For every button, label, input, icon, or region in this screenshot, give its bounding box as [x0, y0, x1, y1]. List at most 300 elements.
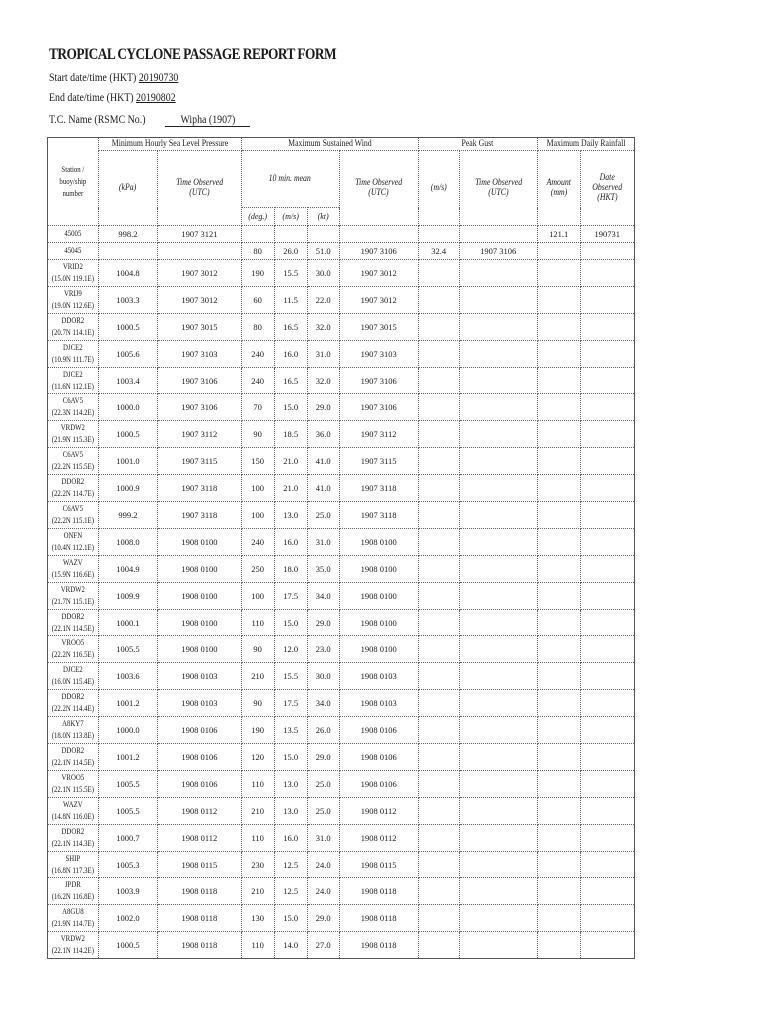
table-row [48, 367, 635, 394]
station-id: DJCE2 [63, 665, 83, 675]
wind-time-cell: 1907 3103 [339, 340, 418, 367]
station-position: (22.2N 115.5E) [51, 462, 94, 472]
rain-date-cell [580, 824, 634, 851]
gust-cell [418, 313, 459, 340]
direction-cell: 90 [241, 421, 274, 448]
pressure-time-header: Time Observed (UTC) [158, 151, 241, 226]
speed-ms-cell: 15.0 [274, 394, 307, 421]
speed-kt-cell: 27.0 [307, 932, 339, 959]
speed-ms-cell: 17.5 [274, 582, 307, 609]
rain-amount-cell [537, 313, 580, 340]
gust-time-cell [459, 286, 537, 313]
speed-kt-cell: 31.0 [307, 824, 339, 851]
pressure-time-cell: 1908 0112 [158, 797, 241, 824]
direction-cell: 60 [241, 286, 274, 313]
rain-date-cell [580, 878, 634, 905]
gust-time-cell [459, 690, 537, 717]
station-position: (22.2N 114.4E) [51, 704, 94, 714]
station-id: DDOR2 [61, 745, 85, 755]
pressure-cell: 1000.9 [98, 475, 157, 502]
speed-ms-cell: 21.0 [274, 475, 307, 502]
station-cell [48, 905, 99, 932]
station-id: JPDR [64, 880, 81, 890]
station-cell [48, 555, 99, 582]
gust-cell [418, 663, 459, 690]
wind-time-cell: 1907 3106 [339, 243, 418, 260]
gust-cell [418, 286, 459, 313]
rain-amount-cell [537, 555, 580, 582]
ten-min-mean-header: 10 min. mean [241, 151, 339, 208]
rain-date-cell [580, 663, 634, 690]
table-row [48, 582, 635, 609]
direction-cell: 240 [241, 367, 274, 394]
tc-name-label: T.C. Name (RSMC No.) [49, 114, 146, 126]
rain-amount-cell [537, 744, 580, 771]
station-position: (22.2N 115.1E) [51, 515, 94, 525]
rain-date-cell [580, 797, 634, 824]
pressure-cell [98, 243, 157, 260]
pressure-cell: 1002.0 [98, 905, 157, 932]
header-main-row [48, 151, 635, 208]
wind-group-header: Maximum Sustained Wind [241, 138, 418, 151]
pressure-time-cell: 1908 0115 [158, 851, 241, 878]
station-id: VRDW2 [60, 584, 85, 594]
station-position: (11.6N 112.1E) [51, 381, 94, 391]
pressure-cell: 1005.5 [98, 636, 157, 663]
wind-time-cell: 1907 3012 [339, 286, 418, 313]
station-position: (16.8N 117.3E) [51, 865, 94, 875]
speed-ms-cell: 15.0 [274, 744, 307, 771]
rain-amount-header: Amount (mm) [537, 151, 580, 226]
speed-kt-cell: 22.0 [307, 286, 339, 313]
gust-time-cell [459, 851, 537, 878]
pressure-time-cell: 1908 0100 [158, 528, 241, 555]
gust-time-cell [459, 636, 537, 663]
direction-cell: 100 [241, 475, 274, 502]
tc-name-value: Wipha (1907) [165, 114, 250, 127]
wind-time-cell: 1908 0100 [339, 636, 418, 663]
station-position: (22.1N 114.5E) [51, 757, 94, 767]
gust-time-cell [459, 367, 537, 394]
station-cell [48, 851, 99, 878]
gust-cell [418, 448, 459, 475]
wind-time-cell: 1908 0103 [339, 690, 418, 717]
rain-amount-cell [537, 636, 580, 663]
rain-amount-cell [537, 448, 580, 475]
wind-time-cell: 1908 0118 [339, 932, 418, 959]
station-position: (16.2N 116.8E) [51, 892, 94, 902]
rain-amount-cell [537, 851, 580, 878]
speed-ms-cell: 13.0 [274, 797, 307, 824]
station-id: DDOR2 [61, 826, 85, 836]
rain-amount-cell [537, 340, 580, 367]
table-row [48, 690, 635, 717]
station-id: DDOR2 [61, 611, 85, 621]
gust-cell [418, 582, 459, 609]
table-row [48, 663, 635, 690]
gust-ms-header: (m/s) [418, 151, 459, 226]
gust-cell: 32.4 [418, 243, 459, 260]
table-row [48, 878, 635, 905]
direction-cell: 240 [241, 340, 274, 367]
gust-time-header: Time Observed (UTC) [459, 151, 537, 226]
station-position: (22.1N 115.5E) [51, 784, 94, 794]
rain-date-cell [580, 421, 634, 448]
speed-kt-cell: 30.0 [307, 663, 339, 690]
rain-amount-cell [537, 528, 580, 555]
rain-date-cell [580, 932, 634, 959]
pressure-time-cell: 1907 3015 [158, 313, 241, 340]
speed-ms-cell: 12.5 [274, 851, 307, 878]
pressure-cell: 1001.0 [98, 448, 157, 475]
table-row [48, 243, 635, 260]
direction-cell: 80 [241, 313, 274, 340]
speed-kt-cell: 34.0 [307, 582, 339, 609]
wind-time-cell: 1908 0100 [339, 555, 418, 582]
gust-time-cell [459, 448, 537, 475]
pressure-time-cell: 1908 0100 [158, 636, 241, 663]
station-cell [48, 394, 99, 421]
table-row [48, 313, 635, 340]
pressure-cell: 1000.1 [98, 609, 157, 636]
rain-amount-cell: 121.1 [537, 226, 580, 243]
station-id: SHIP [65, 853, 81, 863]
table-row [48, 744, 635, 771]
table-row [48, 905, 635, 932]
wind-time-cell: 1907 3015 [339, 313, 418, 340]
speed-ms-cell: 13.0 [274, 502, 307, 529]
gust-time-cell [459, 475, 537, 502]
speed-ms-cell: 15.0 [274, 609, 307, 636]
pressure-cell: 1005.5 [98, 770, 157, 797]
rain-amount-cell [537, 502, 580, 529]
station-id: DDOR2 [61, 692, 85, 702]
speed-ms-cell: 12.5 [274, 878, 307, 905]
gust-cell [418, 770, 459, 797]
table-row [48, 717, 635, 744]
table-row [48, 528, 635, 555]
table-row [48, 421, 635, 448]
end-date-label: End date/time (HKT) [49, 92, 134, 104]
rain-amount-cell [537, 609, 580, 636]
form-title: TROPICAL CYCLONE PASSAGE REPORT FORM [49, 46, 337, 63]
pressure-time-cell: 1908 0106 [158, 717, 241, 744]
gust-time-cell [459, 824, 537, 851]
table-row [48, 609, 635, 636]
station-cell [48, 260, 99, 287]
wind-time-cell: 1907 3118 [339, 502, 418, 529]
gust-time-cell [459, 932, 537, 959]
table-row [48, 286, 635, 313]
direction-cell: 210 [241, 797, 274, 824]
rain-amount-cell [537, 797, 580, 824]
gust-cell [418, 260, 459, 287]
station-position: (22.2N 116.5E) [51, 650, 94, 660]
direction-cell: 250 [241, 555, 274, 582]
station-cell [48, 797, 99, 824]
station-position: (10.4N 112.1E) [51, 542, 94, 552]
table-row [48, 475, 635, 502]
direction-cell [241, 226, 274, 243]
gust-time-cell [459, 878, 537, 905]
wind-time-cell: 1907 3106 [339, 394, 418, 421]
table-row [48, 502, 635, 529]
gust-cell [418, 528, 459, 555]
direction-cell: 90 [241, 690, 274, 717]
station-id: DJCE2 [63, 342, 83, 352]
wind-time-cell: 1908 0118 [339, 878, 418, 905]
gust-time-cell [459, 528, 537, 555]
speed-kt-cell: 32.0 [307, 367, 339, 394]
gust-cell [418, 555, 459, 582]
pressure-cell: 1003.9 [98, 878, 157, 905]
speed-kt-cell: 29.0 [307, 394, 339, 421]
pressure-time-cell: 1907 3121 [158, 226, 241, 243]
speed-ms-cell: 16.0 [274, 340, 307, 367]
table-row [48, 851, 635, 878]
speed-kt-cell: 23.0 [307, 636, 339, 663]
speed-ms-cell: 17.5 [274, 690, 307, 717]
pressure-time-cell: 1907 3106 [158, 367, 241, 394]
station-id: A8KY7 [62, 719, 84, 729]
gust-cell [418, 824, 459, 851]
speed-kt-cell: 31.0 [307, 528, 339, 555]
kpa-header: (kPa) [98, 151, 157, 226]
speed-ms-cell: 13.5 [274, 717, 307, 744]
rain-amount-cell [537, 717, 580, 744]
station-position: (21.9N 114.7E) [51, 919, 94, 929]
table-row [48, 797, 635, 824]
speed-kt-cell: 30.0 [307, 260, 339, 287]
rain-date-cell [580, 502, 634, 529]
station-header: Station / buoy/ship number [48, 138, 99, 226]
wind-time-cell: 1908 0115 [339, 851, 418, 878]
direction-cell: 100 [241, 502, 274, 529]
speed-kt-cell: 29.0 [307, 744, 339, 771]
speed-kt-cell: 41.0 [307, 475, 339, 502]
wind-time-cell: 1908 0118 [339, 905, 418, 932]
gust-time-cell [459, 555, 537, 582]
speed-kt-cell: 25.0 [307, 770, 339, 797]
station-position: (22.2N 114.7E) [51, 489, 94, 499]
start-date-value: 20190730 [138, 72, 179, 84]
pressure-cell: 1000.5 [98, 313, 157, 340]
pressure-time-cell: 1908 0100 [158, 582, 241, 609]
pressure-time-cell: 1908 0118 [158, 932, 241, 959]
gust-cell [418, 797, 459, 824]
rain-amount-cell [537, 690, 580, 717]
speed-kt-cell: 29.0 [307, 609, 339, 636]
pressure-time-cell [158, 243, 241, 260]
direction-cell: 150 [241, 448, 274, 475]
gust-time-cell [459, 394, 537, 421]
speed-ms-cell: 16.5 [274, 313, 307, 340]
pressure-cell: 1005.5 [98, 797, 157, 824]
gust-time-cell [459, 609, 537, 636]
pressure-time-cell: 1907 3012 [158, 286, 241, 313]
rain-date-cell [580, 744, 634, 771]
mslp-group-header: Minimum Hourly Sea Level Pressure [98, 138, 241, 151]
gust-time-cell [459, 340, 537, 367]
end-date-value: 20190802 [136, 92, 176, 104]
rain-date-cell [580, 528, 634, 555]
rain-date-cell [580, 260, 634, 287]
speed-kt-cell: 41.0 [307, 448, 339, 475]
station-id: DJCE2 [63, 369, 83, 379]
start-date-label: Start date/time (HKT) [49, 72, 137, 84]
station-position: (19.0N 112.6E) [51, 300, 94, 310]
station-position: (22.1N 114.3E) [51, 838, 94, 848]
pressure-cell: 1000.5 [98, 932, 157, 959]
station-id: A8GU8 [62, 907, 84, 917]
gust-time-cell [459, 717, 537, 744]
pressure-cell: 1009.9 [98, 582, 157, 609]
gust-time-cell [459, 313, 537, 340]
pressure-time-cell: 1907 3103 [158, 340, 241, 367]
rain-date-cell [580, 313, 634, 340]
station-position: (22.1N 114.2E) [51, 946, 94, 956]
station-position: (21.7N 115.1E) [51, 596, 94, 606]
station-cell [48, 770, 99, 797]
direction-cell: 80 [241, 243, 274, 260]
rain-date-cell [580, 905, 634, 932]
speed-ms-cell [274, 226, 307, 243]
wind-time-header: Time Observed (UTC) [339, 151, 418, 226]
station-id: 45045 [64, 246, 82, 255]
direction-cell: 110 [241, 932, 274, 959]
rain-date-cell [580, 690, 634, 717]
speed-kt-cell: 26.0 [307, 717, 339, 744]
station-cell [48, 528, 99, 555]
station-cell [48, 609, 99, 636]
gust-time-cell [459, 663, 537, 690]
speed-ms-cell: 13.0 [274, 770, 307, 797]
wind-time-cell: 1908 0106 [339, 744, 418, 771]
speed-kt-cell: 36.0 [307, 421, 339, 448]
station-id: C6AV5 [62, 450, 83, 460]
pressure-cell: 1001.2 [98, 690, 157, 717]
station-position: (16.0N 115.4E) [51, 677, 94, 687]
station-id: C6AV5 [62, 396, 83, 406]
pressure-time-cell: 1908 0112 [158, 824, 241, 851]
gust-group-header: Peak Gust [418, 138, 537, 151]
speed-ms-cell: 21.0 [274, 448, 307, 475]
rain-date-header: Date Observed (HKT) [580, 151, 634, 226]
pressure-cell: 1003.3 [98, 286, 157, 313]
wind-time-cell: 1908 0106 [339, 770, 418, 797]
rain-amount-cell [537, 475, 580, 502]
rain-date-cell [580, 394, 634, 421]
end-date-line [49, 92, 176, 104]
pressure-cell: 1000.7 [98, 824, 157, 851]
speed-ms-cell: 15.5 [274, 260, 307, 287]
pressure-time-cell: 1908 0106 [158, 744, 241, 771]
station-id: DDOR2 [61, 315, 85, 325]
pressure-cell: 1004.9 [98, 555, 157, 582]
station-position: (20.7N 114.1E) [51, 327, 94, 337]
rain-group-header: Maximum Daily Rainfall [537, 138, 634, 151]
wind-time-cell: 1907 3118 [339, 475, 418, 502]
station-id: ONFN [63, 530, 83, 540]
station-cell [48, 636, 99, 663]
gust-time-cell [459, 905, 537, 932]
start-date-line [49, 72, 178, 84]
speed-kt-cell: 25.0 [307, 502, 339, 529]
wind-time-cell: 1907 3012 [339, 260, 418, 287]
station-id: VROO5 [61, 772, 85, 782]
station-position: (15.9N 116.6E) [51, 569, 94, 579]
gust-cell [418, 340, 459, 367]
kt-header: (kt) [307, 208, 339, 226]
speed-kt-cell: 51.0 [307, 243, 339, 260]
speed-kt-cell: 34.0 [307, 690, 339, 717]
rain-date-cell [580, 448, 634, 475]
pressure-cell: 1000.5 [98, 421, 157, 448]
wind-time-cell: 1908 0112 [339, 797, 418, 824]
rain-date-cell [580, 555, 634, 582]
station-id: WAZV [63, 799, 83, 809]
speed-ms-cell: 16.0 [274, 528, 307, 555]
pressure-cell: 1000.0 [98, 394, 157, 421]
gust-time-cell [459, 582, 537, 609]
station-id: 45005 [64, 229, 82, 238]
rain-amount-cell [537, 286, 580, 313]
direction-cell: 130 [241, 905, 274, 932]
station-cell [48, 421, 99, 448]
rain-date-cell [580, 770, 634, 797]
rain-date-cell [580, 851, 634, 878]
gust-time-cell [459, 421, 537, 448]
wind-time-cell: 1908 0100 [339, 582, 418, 609]
gust-time-cell: 1907 3106 [459, 243, 537, 260]
speed-ms-cell: 14.0 [274, 932, 307, 959]
speed-ms-cell: 18.0 [274, 555, 307, 582]
station-position: (10.9N 111.7E) [51, 354, 94, 364]
pressure-time-cell: 1907 3118 [158, 502, 241, 529]
rain-amount-cell [537, 824, 580, 851]
direction-cell: 190 [241, 717, 274, 744]
pressure-cell: 1008.0 [98, 528, 157, 555]
gust-cell [418, 744, 459, 771]
gust-time-cell [459, 226, 537, 243]
direction-cell: 110 [241, 824, 274, 851]
station-cell [48, 932, 99, 959]
rain-date-cell [580, 475, 634, 502]
pressure-cell: 999.2 [98, 502, 157, 529]
header-group-row [48, 138, 635, 151]
deg-header: (deg.) [241, 208, 274, 226]
gust-cell [418, 394, 459, 421]
station-cell [48, 340, 99, 367]
station-cell [48, 448, 99, 475]
pressure-time-cell: 1907 3118 [158, 475, 241, 502]
speed-ms-cell: 12.0 [274, 636, 307, 663]
gust-cell [418, 421, 459, 448]
direction-cell: 100 [241, 582, 274, 609]
pressure-time-cell: 1907 3106 [158, 394, 241, 421]
rain-date-cell [580, 340, 634, 367]
wind-time-cell: 1907 3112 [339, 421, 418, 448]
gust-time-cell [459, 797, 537, 824]
pressure-cell: 1004.8 [98, 260, 157, 287]
station-id: DDOR2 [61, 477, 85, 487]
station-cell [48, 663, 99, 690]
pressure-cell: 1003.6 [98, 663, 157, 690]
station-cell [48, 243, 99, 260]
speed-ms-cell: 15.0 [274, 905, 307, 932]
rain-amount-cell [537, 878, 580, 905]
speed-kt-cell: 35.0 [307, 555, 339, 582]
